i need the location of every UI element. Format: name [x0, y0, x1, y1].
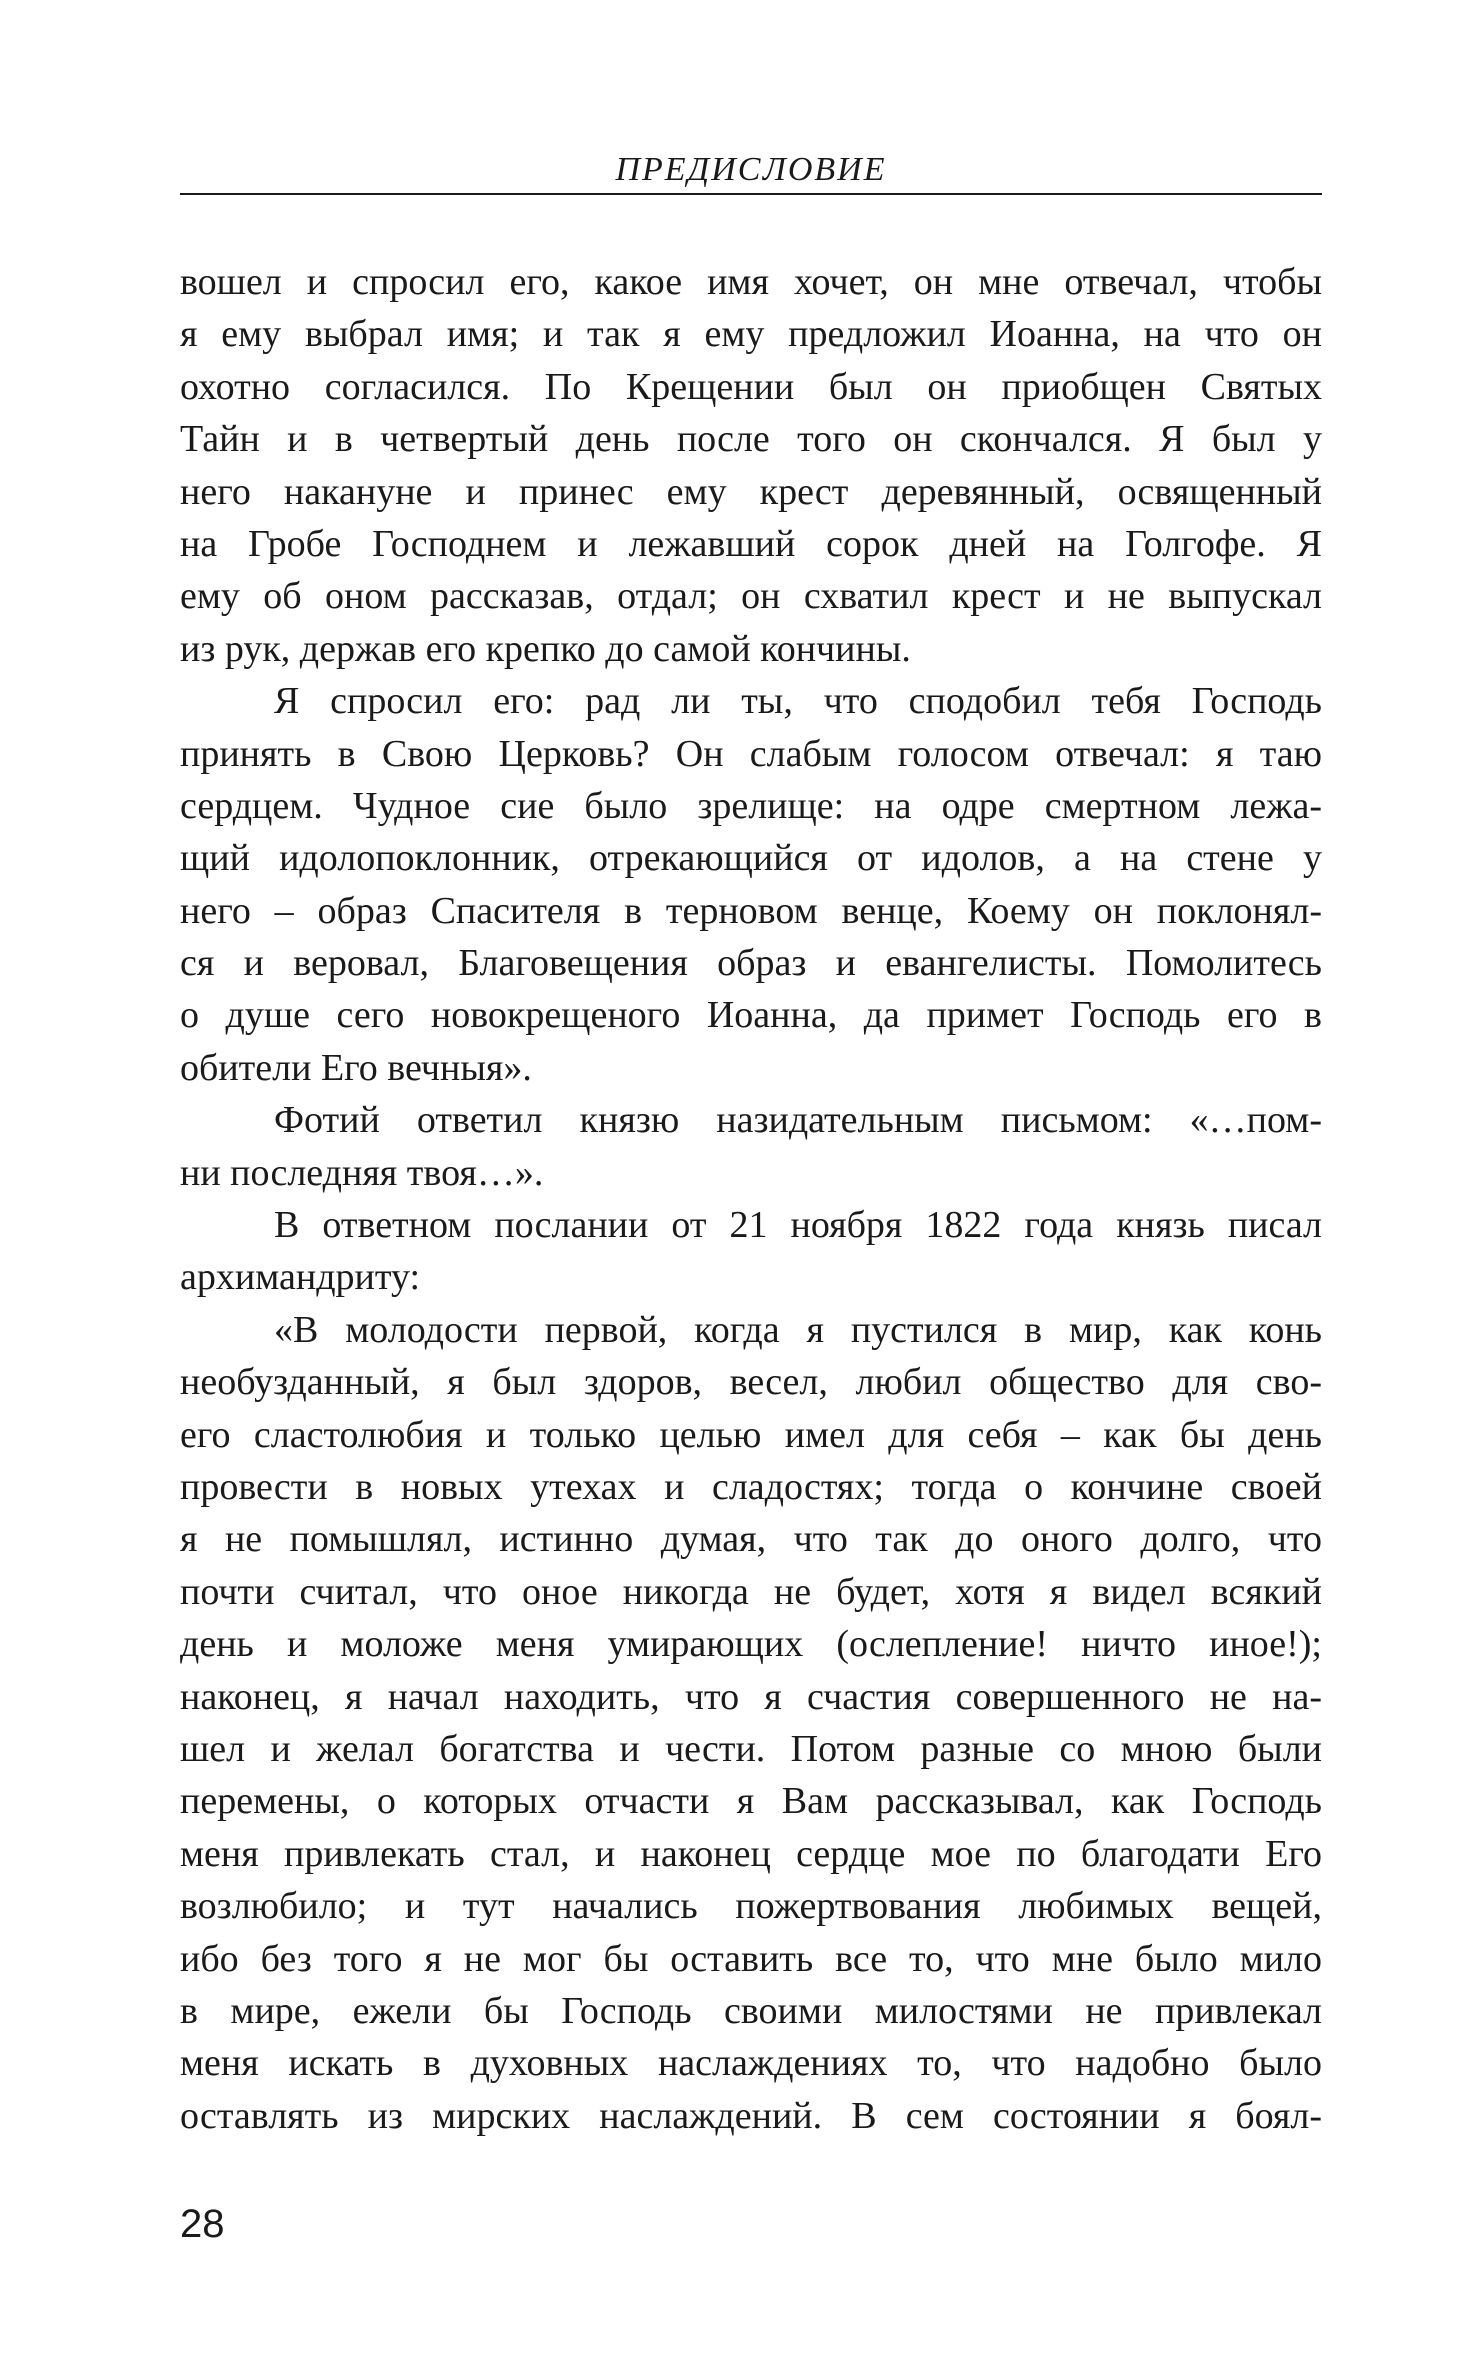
text-line: его сластолюбия и только целью имел для себя – как бы день: [180, 1413, 1322, 1456]
text-line: перемены, о которых отчасти я Вам рассказывал, как Господь: [180, 1780, 1322, 1823]
text-line: «В молодости первой, когда я пустился в мир, как конь: [274, 1308, 1322, 1351]
paragraph: [180, 1094, 1322, 1199]
body-text: [180, 256, 1322, 2142]
text-line: шел и желал богатства и чести. Потом разные со мною были: [180, 1727, 1322, 1770]
text-line: Тайн и в четвертый день после того он скончался. Я был у: [180, 418, 1322, 461]
text-line: наконец, я начал находить, что я счастия совершенного не на-: [180, 1675, 1322, 1718]
paragraph: [180, 256, 1322, 675]
running-head: ПРЕДИСЛОВИЕ: [615, 151, 887, 188]
text-line: возлюбило; и тут начались пожертвования любимых вещей,: [180, 1885, 1322, 1928]
text-line: почти считал, что оное никогда не будет, хотя я видел всякий: [180, 1570, 1322, 1613]
text-line: ему об оном рассказав, отдал; он схватил крест и не выпускал: [180, 575, 1322, 618]
text-line: Фотий ответил князю назидательным письмом: «…пом-: [274, 1099, 1322, 1142]
paragraph: [180, 1304, 1322, 2142]
text-line: я ему выбрал имя; и так я ему предложил Иоанна, на что он: [180, 313, 1322, 356]
text-line: ся и веровал, Благовещения образ и евангелисты. Помолитесь: [180, 942, 1322, 985]
text-line: щий идолопоклонник, отрекающийся от идолов, а на стене у: [180, 837, 1322, 880]
text-line: него накануне и принес ему крест деревянный, освященный: [180, 470, 1322, 513]
text-line: меня привлекать стал, и наконец сердце мое по благодати Его: [180, 1832, 1322, 1875]
text-line: Я спросил его: рад ли ты, что сподобил тебя Господь: [274, 680, 1322, 723]
text-line: о душе сего новокрещеного Иоанна, да примет Господь его в: [180, 994, 1322, 1037]
text-line: ибо без того я не мог бы оставить все то, что мне было мило: [180, 1937, 1322, 1980]
text-line: из рук, держав его крепко до самой кончины.: [180, 627, 911, 670]
paragraph: [180, 1199, 1322, 1304]
text-line: обители Его вечныя».: [180, 1046, 532, 1089]
page-number: 28: [180, 2202, 225, 2246]
text-line: архимандриту:: [180, 1256, 421, 1299]
paragraph: [180, 675, 1322, 1094]
text-line: день и моложе меня умирающих (ослепление! ничто иное!);: [180, 1623, 1322, 1666]
text-line: оставлять из мирских наслаждений. В сем состоянии я боял-: [180, 2094, 1322, 2137]
text-line: охотно согласился. По Крещении был он приобщен Святых: [180, 365, 1322, 408]
text-line: В ответном послании от 21 ноября 1822 года князь писал: [274, 1204, 1322, 1247]
text-line: него – образ Спасителя в терновом венце, Коему он поклонял-: [180, 889, 1322, 932]
text-line: вошел и спросил его, какое имя хочет, он мне отвечал, чтобы: [180, 261, 1322, 303]
header-rule: [180, 193, 1322, 195]
text-line: я не помышлял, истинно думая, что так до оного долго, что: [180, 1518, 1322, 1561]
text-line: сердцем. Чудное сие было зрелище: на одре смертном лежа-: [180, 784, 1322, 827]
text-line: провести в новых утехах и сладостях; тогда о кончине своей: [180, 1465, 1322, 1508]
text-line: необузданный, я был здоров, весел, любил общество для сво-: [180, 1361, 1322, 1404]
text-line: ни последняя твоя…».: [180, 1151, 544, 1194]
text-line: в мире, ежели бы Господь своими милостями не привлекал: [180, 1989, 1322, 2032]
text-line: принять в Свою Церковь? Он слабым голосом отвечал: я таю: [180, 732, 1322, 775]
text-line: меня искать в духовных наслаждениях то, что надобно было: [180, 2042, 1322, 2085]
text-line: на Гробе Господнем и лежавший сорок дней на Голгофе. Я: [180, 522, 1322, 565]
